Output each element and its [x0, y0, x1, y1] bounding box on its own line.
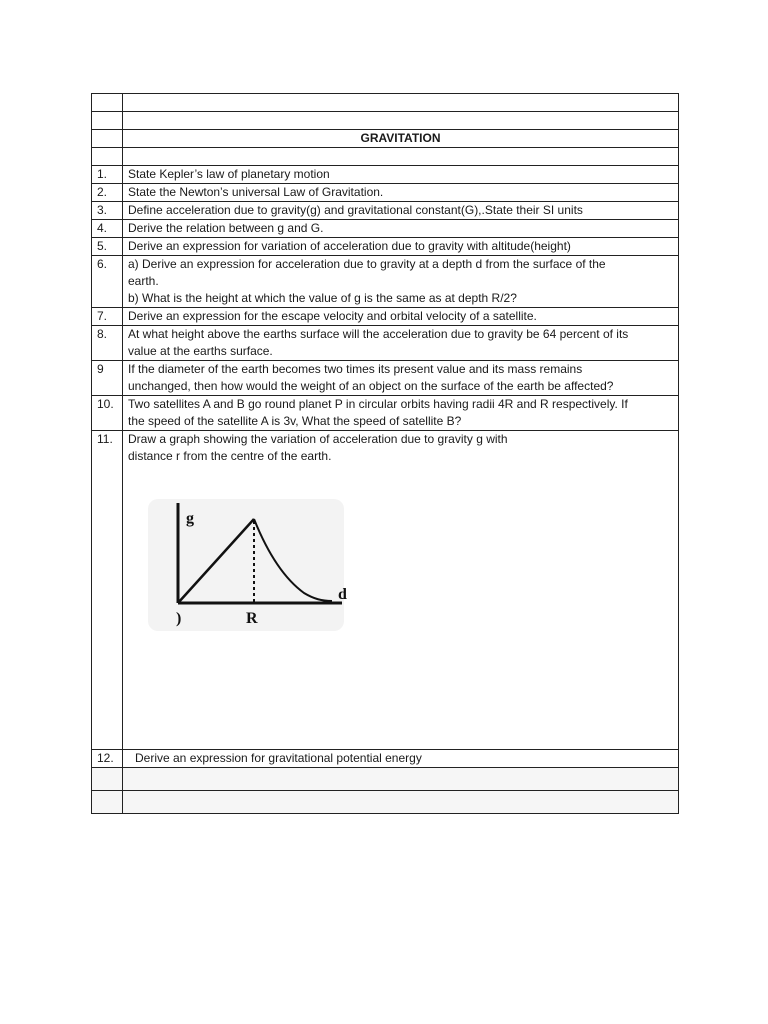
question-text [123, 256, 679, 308]
question-line: State Kepler’s law of planetary motion [128, 167, 330, 181]
question-row [92, 308, 679, 326]
question-text [123, 238, 679, 256]
num-cell [92, 112, 123, 130]
question-number: 11. [92, 431, 123, 750]
question-table [91, 93, 679, 814]
blank-row [92, 94, 679, 112]
num-cell [92, 148, 123, 166]
question-row [92, 166, 679, 184]
question-number: 10. [92, 396, 123, 431]
question-line: value at the earths surface. [128, 344, 273, 358]
question-number: 1. [92, 166, 123, 184]
question-row-12 [92, 750, 679, 768]
question-line: the speed of the satellite A is 3v, What the speed of satellite B? [128, 414, 462, 428]
blank-row [92, 791, 679, 814]
text-cell [123, 768, 679, 791]
question-line: distance r from the centre of the earth. [128, 449, 332, 463]
question-line: If the diameter of the earth becomes two times its present value and its mass remains [128, 362, 583, 376]
num-cell [92, 94, 123, 112]
question-row [92, 396, 679, 431]
blank-row [92, 148, 679, 166]
num-cell [92, 791, 123, 814]
question-line: Derive an expression for the escape velocity and orbital velocity of a satellite. [128, 309, 537, 323]
question-line: unchanged, then how would the weight of an object on the surface of the earth be affected? [128, 379, 614, 393]
question-number: 6. [92, 256, 123, 308]
question-row [92, 361, 679, 396]
page-title: GRAVITATION [123, 130, 679, 148]
question-line: Derive the relation between g and G. [128, 221, 324, 235]
question-text [123, 166, 679, 184]
question-number: 5. [92, 238, 123, 256]
num-cell [92, 130, 123, 148]
question-number: 3. [92, 202, 123, 220]
question-line: Two satellites A and B go round planet P in circular orbits having radii 4R and R respectively. If [128, 397, 628, 411]
question-text [123, 361, 679, 396]
text-cell [123, 112, 679, 130]
question-line: a) Derive an expression for acceleration due to gravity at a depth d from the surface of the [128, 257, 606, 271]
num-cell [92, 768, 123, 791]
question-row [92, 326, 679, 361]
question-text [123, 431, 679, 750]
inside-earth-line [178, 519, 254, 603]
question-row [92, 256, 679, 308]
question-line: earth. [128, 274, 159, 288]
question-row [92, 184, 679, 202]
text-cell [123, 791, 679, 814]
question-text: Derive an expression for gravitational potential energy [123, 750, 679, 768]
question-line: Derive an expression for variation of acceleration due to gravity with altitude(height) [128, 239, 571, 253]
question-number: 4. [92, 220, 123, 238]
question-text [123, 396, 679, 431]
origin-label: ) [176, 610, 182, 627]
question-number: 12. [92, 750, 123, 768]
title-row [92, 130, 679, 148]
gravity-graph [148, 499, 347, 631]
question-text [123, 184, 679, 202]
question-line: At what height above the earths surface will the acceleration due to gravity be 64 percent of its [128, 327, 629, 341]
x-axis-label: d [338, 586, 347, 603]
question-row [92, 202, 679, 220]
question-row [92, 238, 679, 256]
outside-earth-curve [254, 519, 332, 601]
question-line: Define acceleration due to gravity(g) and gravitational constant(G),.State their SI units [128, 203, 583, 217]
text-cell [123, 94, 679, 112]
blank-row [92, 112, 679, 130]
question-line: b) What is the height at which the value of g is the same as at depth R/2? [128, 291, 517, 305]
question-number: 7. [92, 308, 123, 326]
blank-row [92, 768, 679, 791]
question-line: State the Newton’s universal Law of Gravitation. [128, 185, 384, 199]
question-text [123, 308, 679, 326]
question-number: 2. [92, 184, 123, 202]
question-number: 8. [92, 326, 123, 361]
question-text [123, 326, 679, 361]
y-axis-label: g [186, 510, 194, 527]
radius-label: R [246, 610, 258, 627]
question-line: Draw a graph showing the variation of acceleration due to gravity g with [128, 432, 508, 446]
question-row-11 [92, 431, 679, 750]
text-cell [123, 148, 679, 166]
question-row [92, 220, 679, 238]
question-number: 9 [92, 361, 123, 396]
gravity-graph-svg [148, 499, 347, 631]
question-text [123, 220, 679, 238]
question-text [123, 202, 679, 220]
